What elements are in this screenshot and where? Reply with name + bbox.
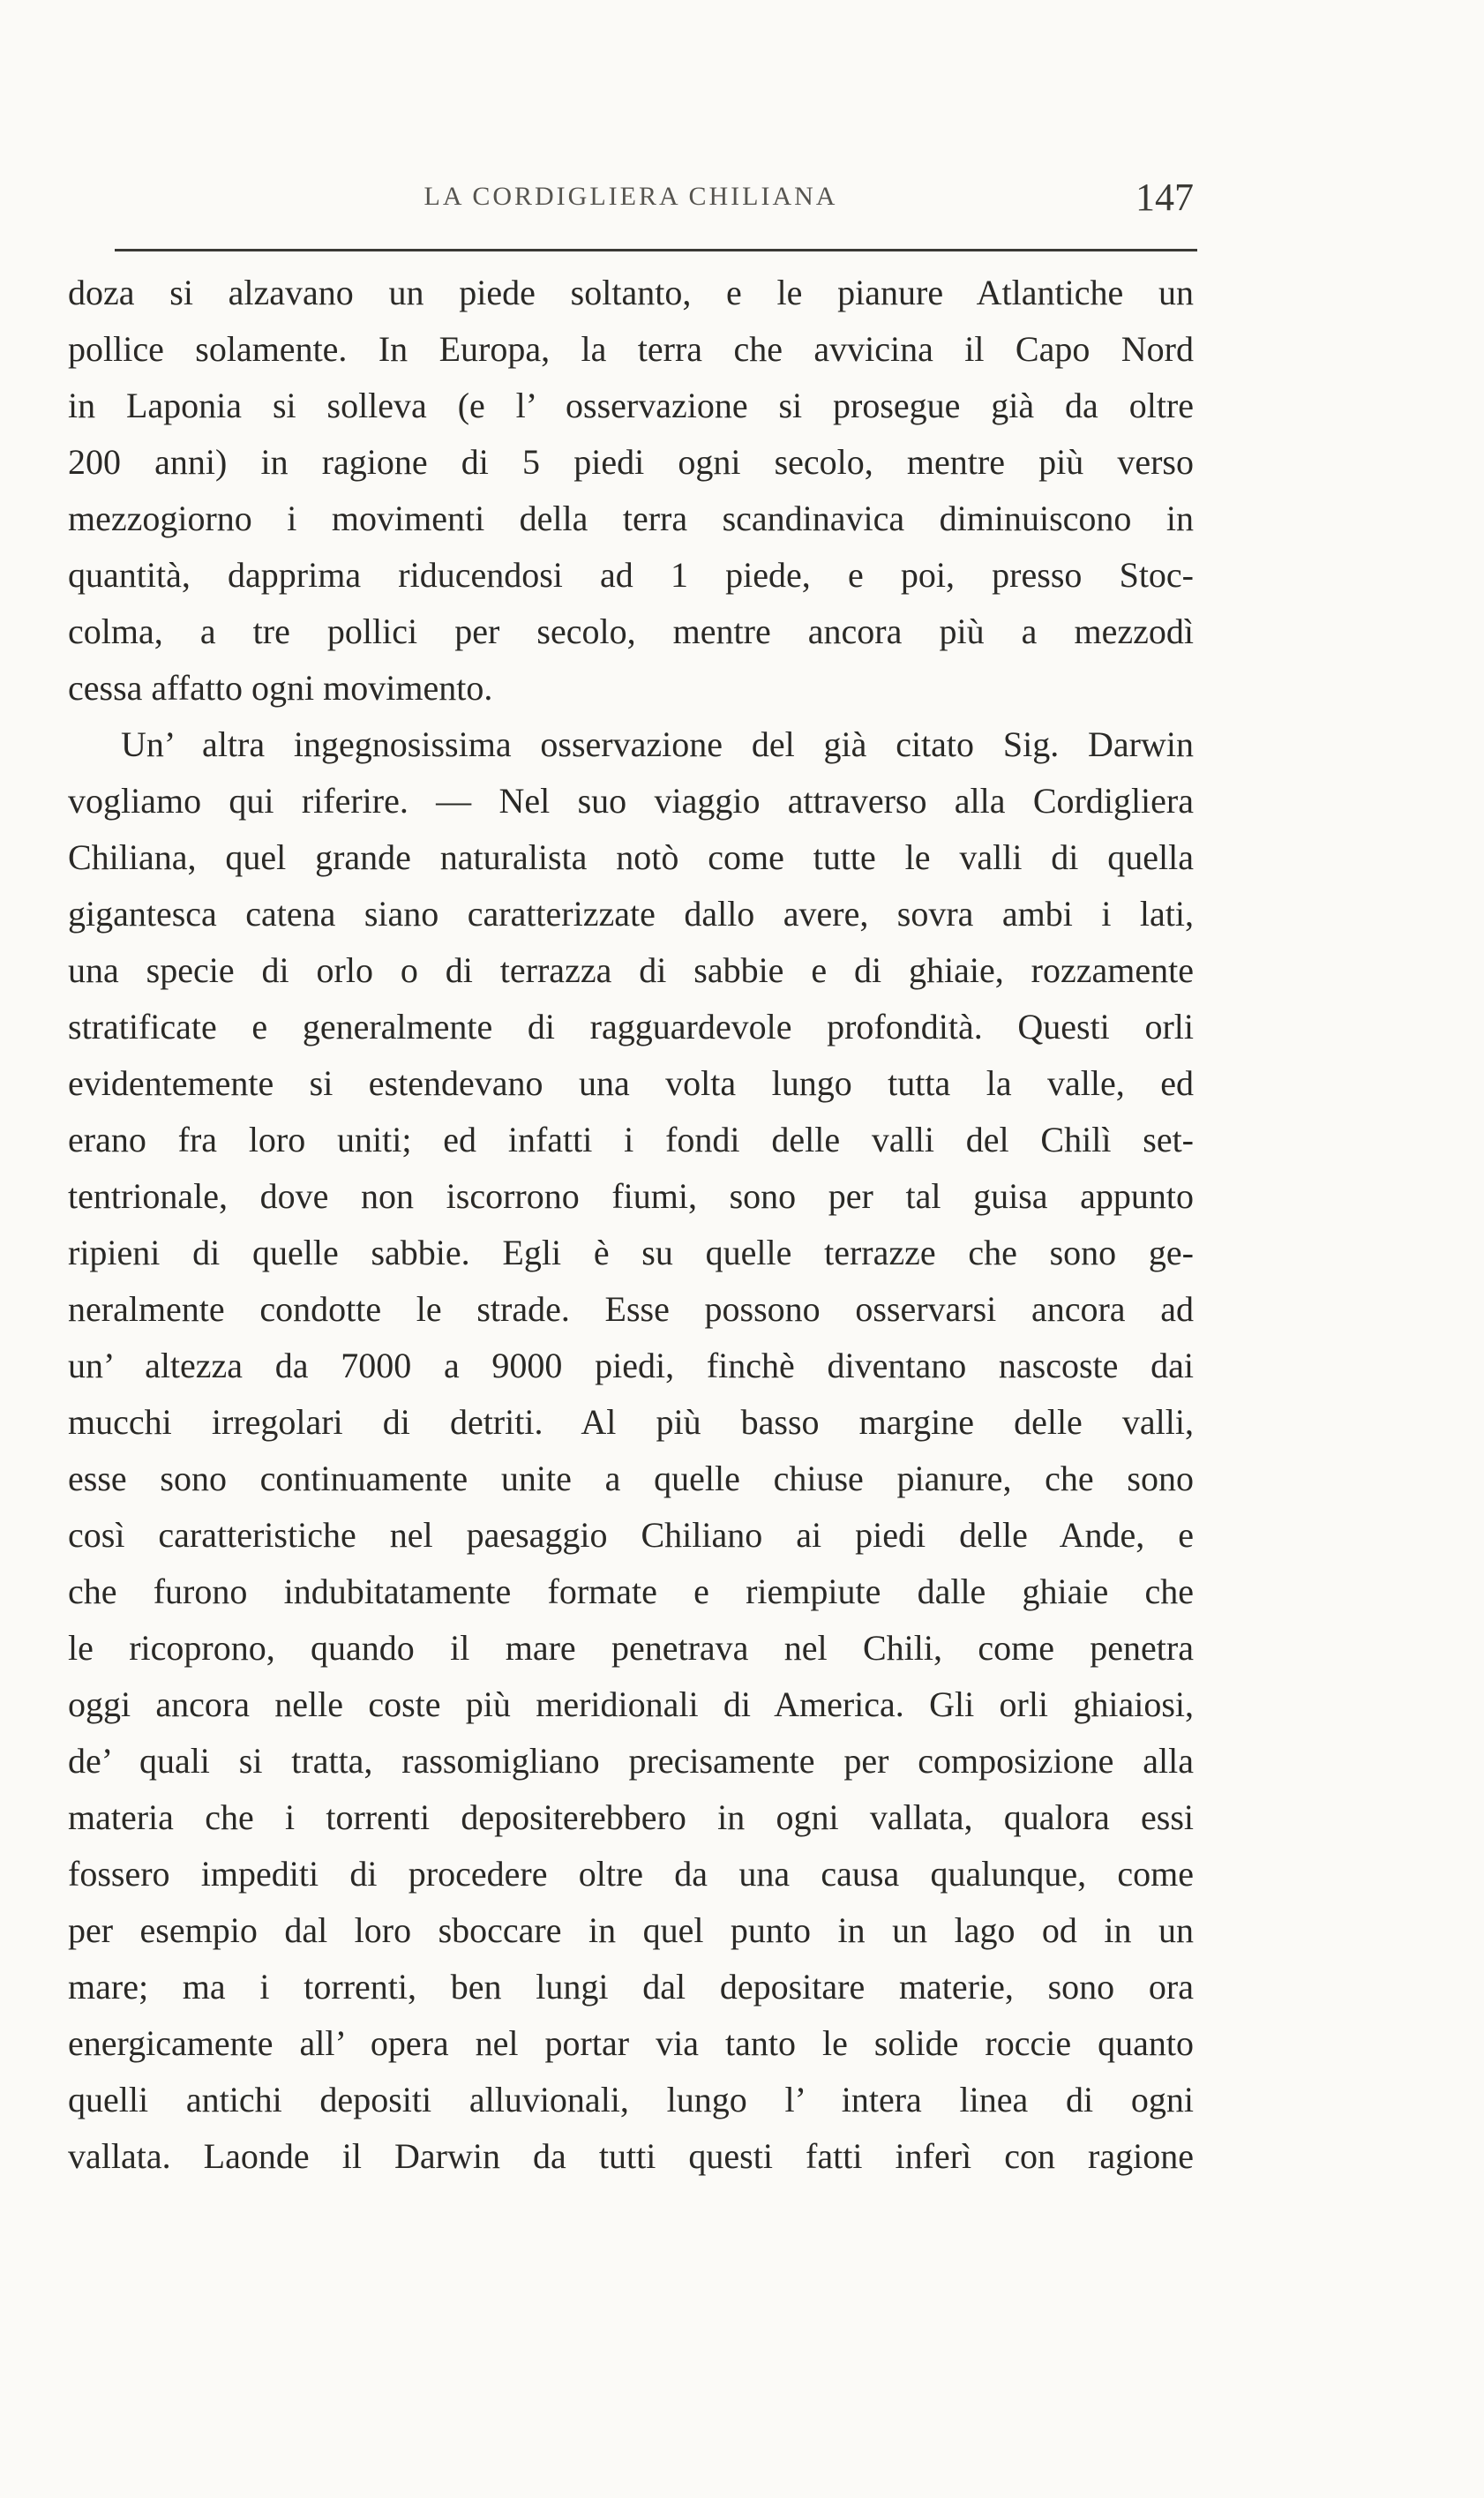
- text-line: colma, a tre pollici per secolo, mentre ancora più a mezzodì: [68, 611, 1194, 651]
- text-line: Chiliana, quel grande naturalista notò come tutte le valli di quella: [68, 837, 1194, 877]
- body-text: [68, 265, 1194, 2185]
- text-line: erano fra loro uniti; ed infatti i fondi delle valli del Chilì set-: [68, 1120, 1194, 1159]
- header-rule: [115, 249, 1197, 251]
- text-line: le ricoprono, quando il mare penetrava nel Chili, come penetra: [68, 1628, 1194, 1668]
- text-line: doza si alzavano un piede soltanto, e le pianure Atlantiche un: [68, 273, 1194, 312]
- text-line: vogliamo qui riferire. — Nel suo viaggio attraverso alla Cordigliera: [68, 781, 1194, 821]
- text-line: energicamente all’ opera nel portar via tanto le solide roccie quanto: [68, 2023, 1194, 2063]
- text-line: mare; ma i torrenti, ben lungi dal depositare materie, sono ora: [68, 1967, 1194, 2007]
- paragraph-end-line: cessa affatto ogni movimento.: [68, 668, 493, 708]
- running-head: [68, 175, 1194, 228]
- running-title: LA CORDIGLIERA CHILIANA: [423, 182, 838, 211]
- page-number: 147: [1135, 176, 1194, 219]
- text-line: oggi ancora nelle coste più meridionali di America. Gli orli ghiaiosi,: [68, 1684, 1194, 1724]
- text-line: pollice solamente. In Europa, la terra che avvicina il Capo Nord: [68, 329, 1194, 369]
- text-line: stratificate e generalmente di ragguardevole profondità. Questi orli: [68, 1007, 1194, 1046]
- text-line: ripieni di quelle sabbie. Egli è su quelle terrazze che sono ge-: [68, 1233, 1194, 1272]
- text-line: 200 anni) in ragione di 5 piedi ogni secolo, mentre più verso: [68, 442, 1194, 482]
- text-line: evidentemente si estendevano una volta lungo tutta la valle, ed: [68, 1063, 1194, 1103]
- text-line: materia che i torrenti depositerebbero in ogni vallata, qualora essi: [68, 1797, 1194, 1837]
- text-line: così caratteristiche nel paesaggio Chiliano ai piedi delle Ande, e: [68, 1515, 1194, 1555]
- text-line: vallata. Laonde il Darwin da tutti questi fatti inferì con ragione: [68, 2136, 1194, 2176]
- text-line: un’ altezza da 7000 a 9000 piedi, finchè diventano nascoste dai: [68, 1346, 1194, 1385]
- paragraph-start-line: Un’ altra ingegnosissima osservazione del già citato Sig. Darwin: [121, 724, 1194, 764]
- text-line: quantità, dapprima riducendosi ad 1 piede, e poi, presso Stoc-: [68, 555, 1194, 595]
- text-line: de’ quali si tratta, rassomigliano precisamente per composizione alla: [68, 1741, 1194, 1781]
- text-line: esse sono continuamente unite a quelle chiuse pianure, che sono: [68, 1459, 1194, 1498]
- text-line: quelli antichi depositi alluvionali, lungo l’ intera linea di ogni: [68, 2080, 1194, 2119]
- text-line: neralmente condotte le strade. Esse possono osservarsi ancora ad: [68, 1289, 1194, 1329]
- text-line: per esempio dal loro sboccare in quel punto in un lago od in un: [68, 1910, 1194, 1950]
- text-line: una specie di orlo o di terrazza di sabbie e di ghiaie, rozzamente: [68, 950, 1194, 990]
- text-line: che furono indubitatamente formate e riempiute dalle ghiaie che: [68, 1572, 1194, 1611]
- text-line: tentrionale, dove non iscorrono fiumi, sono per tal guisa appunto: [68, 1176, 1194, 1216]
- text-line: fossero impediti di procedere oltre da una causa qualunque, come: [68, 1854, 1194, 1894]
- text-line: mucchi irregolari di detriti. Al più basso margine delle valli,: [68, 1402, 1194, 1442]
- text-line: mezzogiorno i movimenti della terra scandinavica diminuiscono in: [68, 499, 1194, 538]
- text-line: in Laponia si solleva (e l’ osservazione si prosegue già da oltre: [68, 386, 1194, 425]
- text-line: gigantesca catena siano caratterizzate dallo avere, sovra ambi i lati,: [68, 894, 1194, 934]
